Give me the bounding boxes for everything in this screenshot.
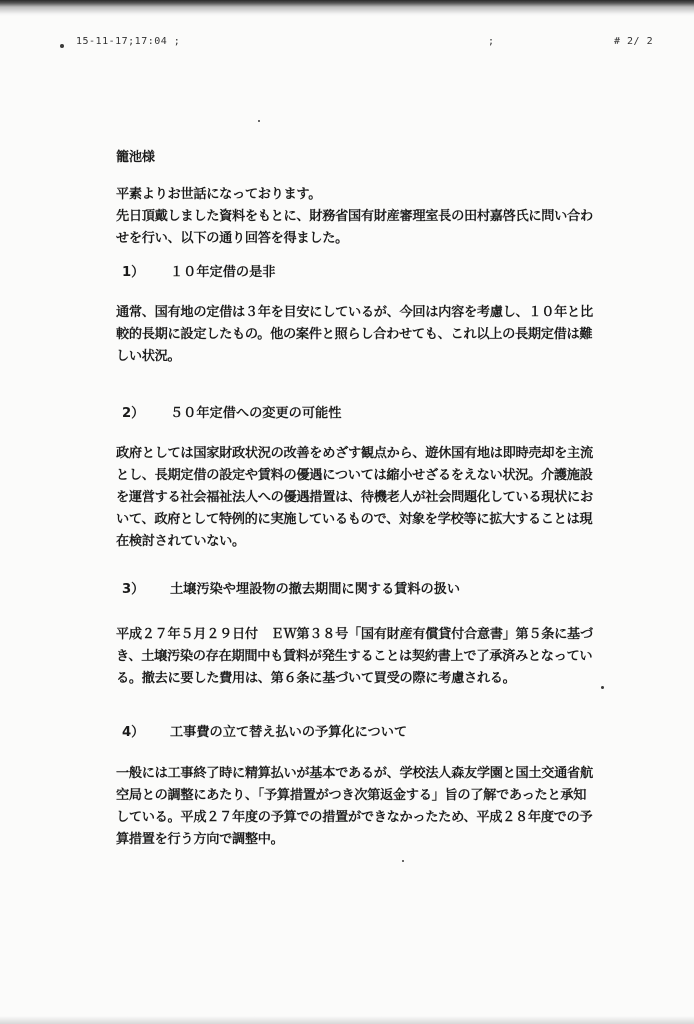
section-3-number: 3） [122,582,145,597]
fax-timestamp: 15-11-17;17:04 ; [76,36,181,47]
scan-speck [402,860,404,862]
section-3-body: 平成２７年５月２９日付 ＥＷ第３８号「国有財産有償貸付合意書」第５条に基づき、土壌汚染の存在期間中も賃料が発生することは契約書上で了承済みとなっている。撤去に要した費用は、第６条に基づいて買受の際に考慮される。 [116,627,593,686]
section-2-number: 2） [122,406,145,421]
scan-top-edge [0,0,694,16]
section-4-number: 4） [122,725,145,740]
scan-bottom-edge [0,1016,694,1024]
section-2-title: ５０年定借への変更の可能性 [170,406,342,421]
section-4-body: 一般には工事終了時に精算払いが基本であるが、学校法人森友学園と国土交通省航空局との調整にあたり、「予算措置がつき次第返金する」旨の了解であったと承知している。平成２７年度の予算での措置ができなかったため、平成２８年度での予算措置を行う方向で調整中。 [116,766,593,847]
section-4-heading [122,723,407,743]
fax-separator: ; [488,36,495,47]
section-1-body: 通常、国有地の定借は３年を目安にしているが、今回は内容を考慮し、１０年と比較的長期に設定したもの。他の案件と照らし合わせても、これ以上の長期定借は難しい状況。 [116,305,593,364]
intro-paragraph: 平素よりお世話になっております。 先日頂戴しました資料をもとに、財務省国有財産審理室長の田村嘉啓氏に問い合わせを行い、以下の通り回答を得ました。 [116,187,593,246]
section-4-title: 工事費の立て替え払いの予算化について [170,725,408,740]
section-1-number: 1） [122,265,145,280]
section-3-title: 土壌汚染や埋設物の撤去期間に関する賃料の扱い [170,582,461,597]
section-1-title: １０年定借の是非 [170,265,276,280]
scan-speck [601,686,604,689]
section-2-heading [122,404,341,424]
scan-speck [60,44,64,48]
section-1-heading [122,263,276,283]
scan-speck [258,120,260,122]
section-2-body: 政府としては国家財政状況の改善をめざす観点から、遊休国有地は即時売却を主流とし、長期定借の設定や賃料の優遇については縮小せざるをえない状況。介護施設を運営する社会福祉法人への優遇措置は、待機老人が社会問題化している現状において、政府として特例的に実施しているもので、対象を学校等に拡大することは現在検討されていない。 [116,446,593,549]
fax-page-number: # 2/ 2 [614,36,654,47]
section-3-heading [122,580,460,600]
salutation: 籠池様 [116,150,155,165]
